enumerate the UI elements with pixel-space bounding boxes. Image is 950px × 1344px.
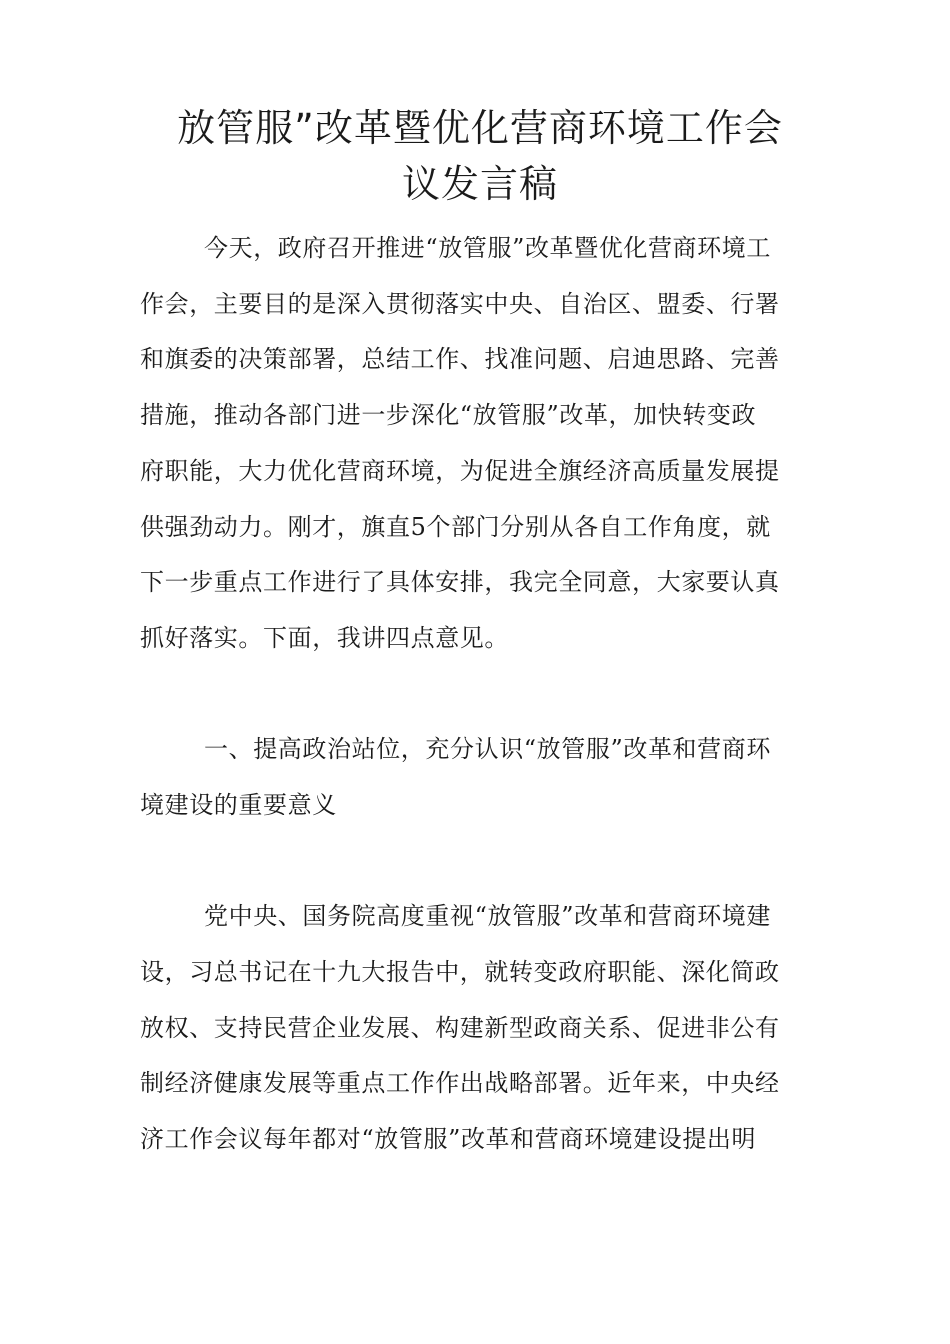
- paragraph-1-line-5: 府职能，大力优化营商环境，为促进全旗经济高质量发展提: [140, 457, 780, 485]
- paragraph-1-line-7: 下一步重点工作进行了具体安排，我完全同意，大家要认真: [140, 568, 780, 596]
- paragraph-1-line-4: 措施，推动各部门进一步深化“放管服”改革，加快转变政: [140, 401, 757, 429]
- paragraph-2-line-1: 党中央、国务院高度重视“放管服”改革和营商环境建: [204, 902, 771, 930]
- document-title-line-1: 放管服”改革暨优化营商环境工作会: [177, 106, 783, 150]
- paragraph-2-line-3: 放权、支持民营企业发展、构建新型政商关系、促进非公有: [140, 1014, 780, 1042]
- paragraph-2-line-2: 设，习总书记在十九大报告中，就转变政府职能、深化简政: [140, 958, 780, 986]
- paragraph-1-line-8: 抓好落实。下面，我讲四点意见。: [140, 624, 509, 652]
- paragraph-1-line-6: 供强劲动力。刚才，旗直5个部门分别从各自工作角度，就: [140, 513, 771, 541]
- document-title-line-2: 议发言稿: [401, 162, 558, 206]
- paragraph-1-line-1: 今天，政府召开推进“放管服”改革暨优化营商环境工: [204, 234, 771, 262]
- section-heading-line-1: 一、提高政治站位，充分认识“放管服”改革和营商环: [204, 735, 771, 763]
- paragraph-2-line-5: 济工作会议每年都对“放管服”改革和营商环境建设提出明: [140, 1125, 757, 1153]
- section-heading-line-2: 境建设的重要意义: [140, 791, 337, 819]
- paragraph-1-line-3: 和旗委的决策部署，总结工作、找准问题、启迪思路、完善: [140, 345, 780, 373]
- paragraph-2-line-4: 制经济健康发展等重点工作作出战略部署。近年来，中央经: [140, 1069, 780, 1097]
- paragraph-1-line-2: 作会，主要目的是深入贯彻落实中央、自治区、盟委、行署: [140, 290, 780, 318]
